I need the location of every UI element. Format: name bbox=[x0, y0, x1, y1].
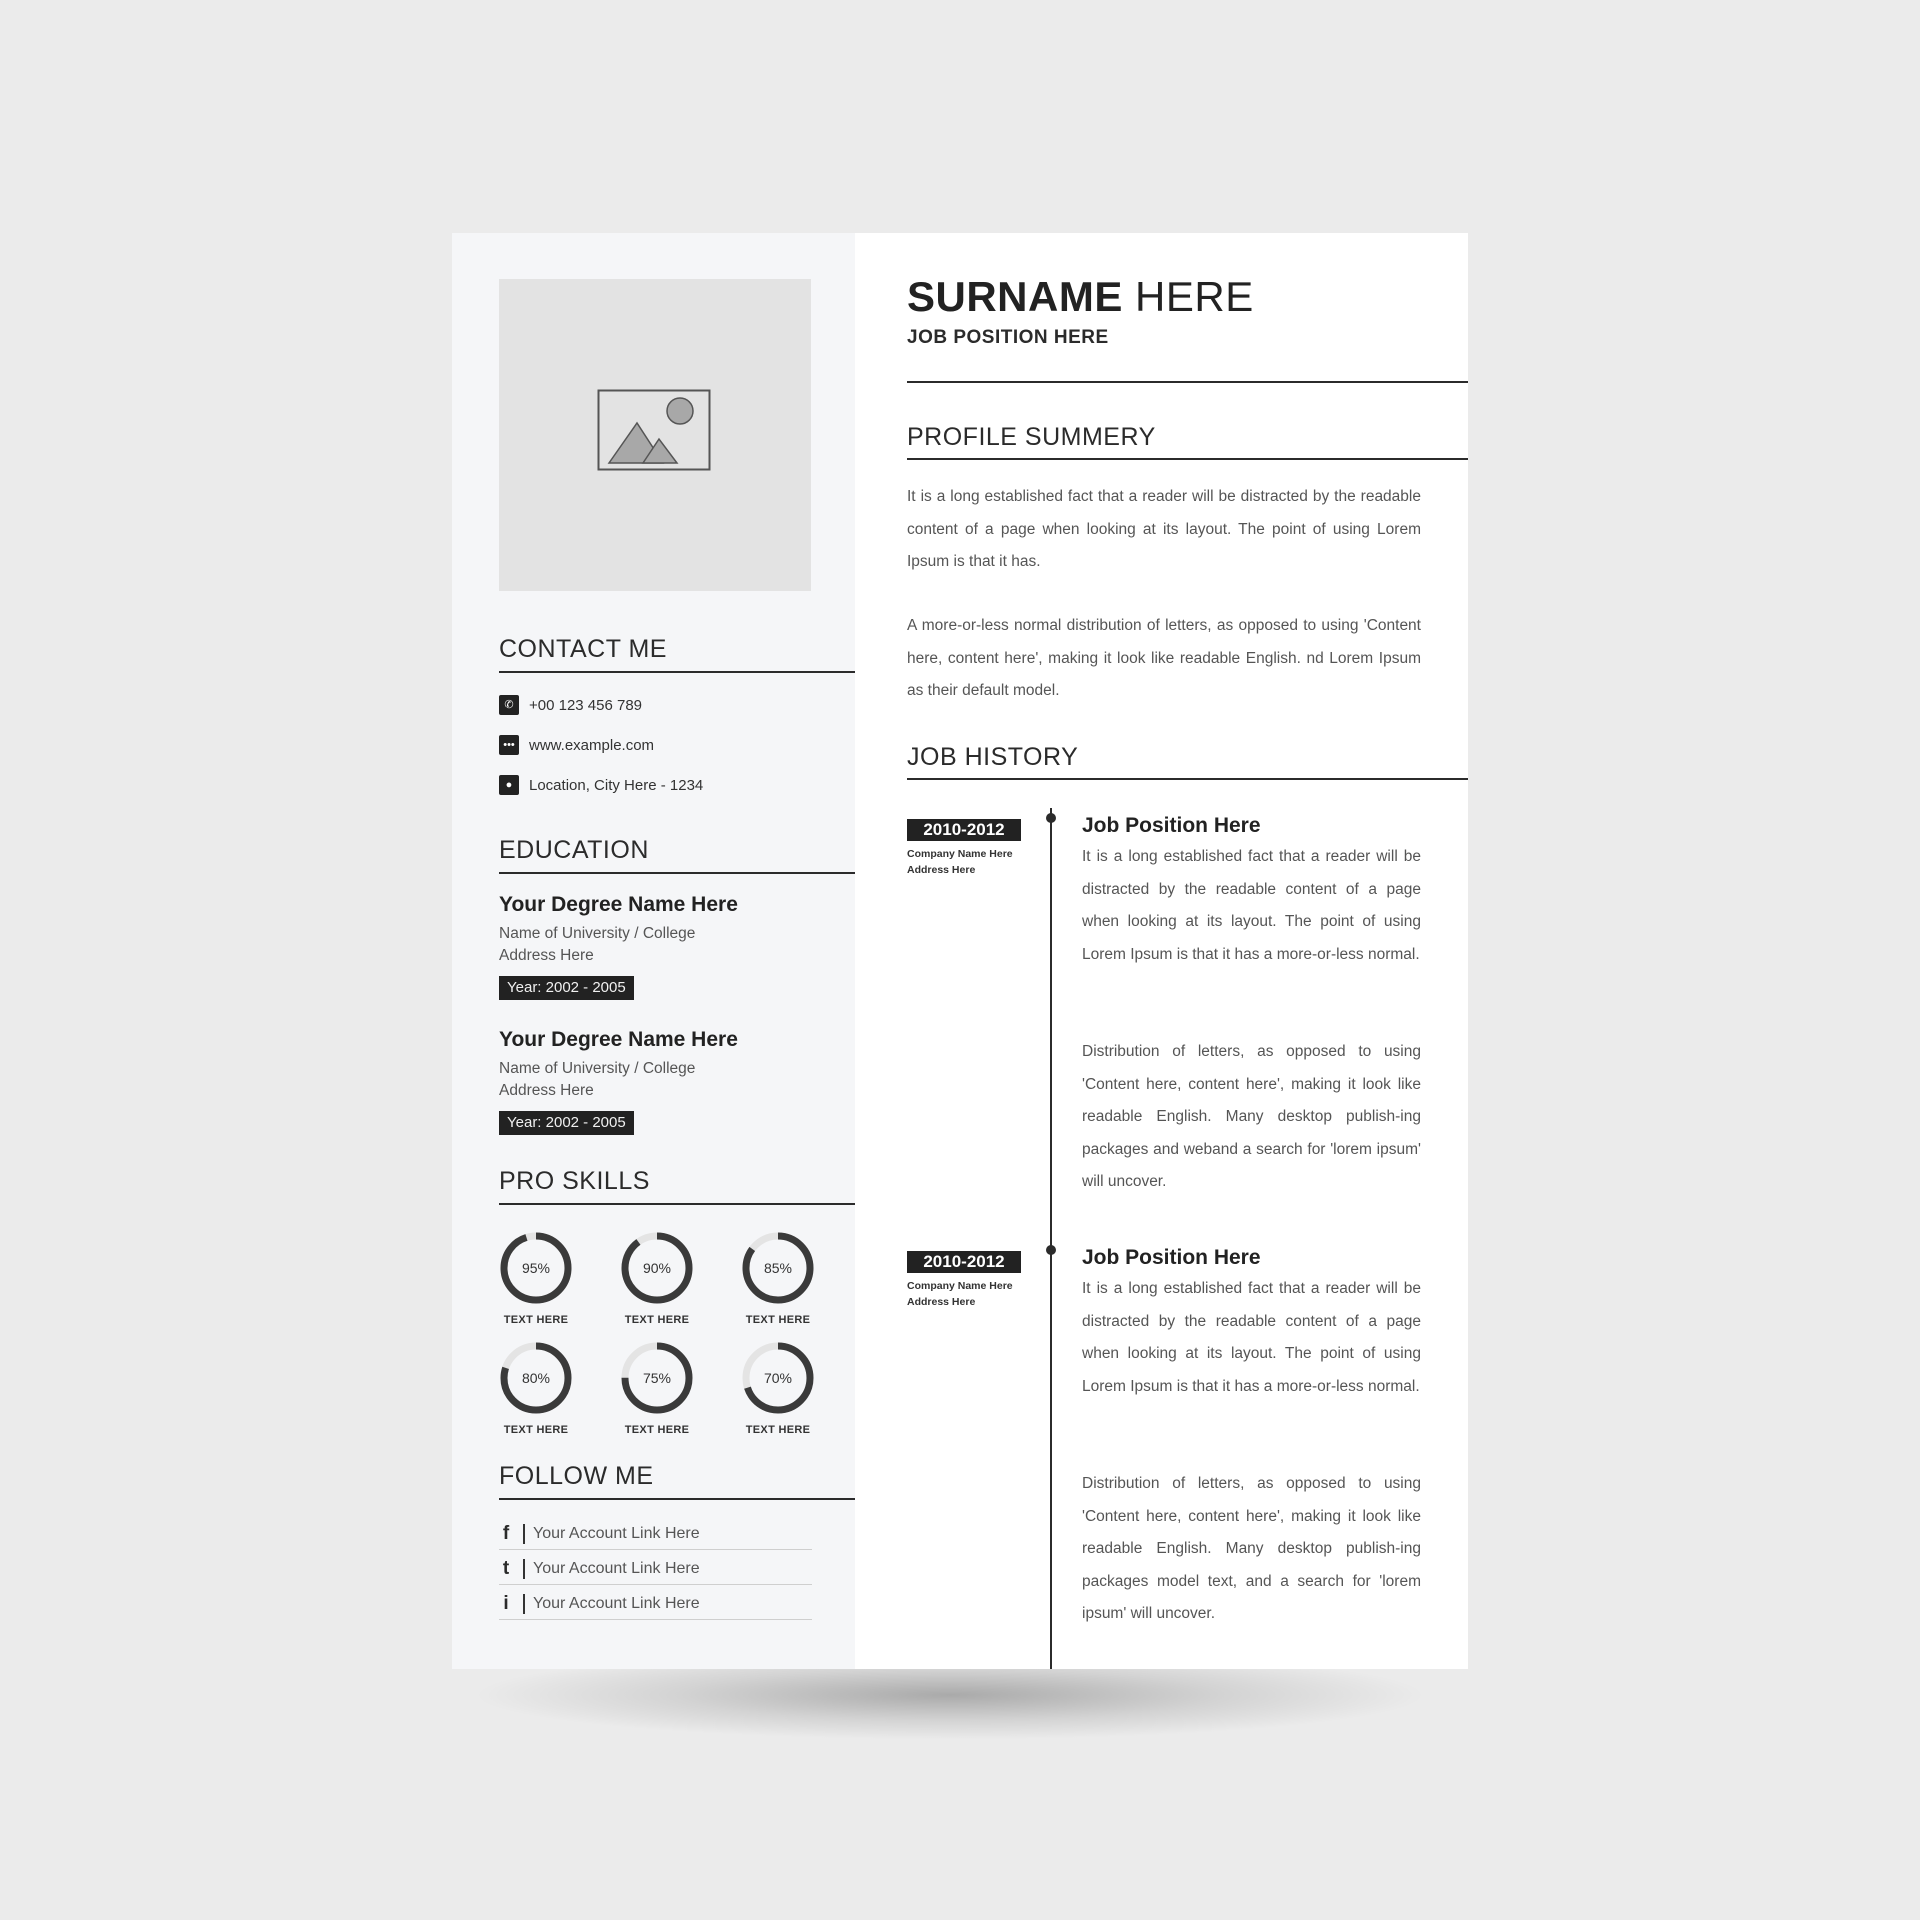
instagram-icon: i bbox=[503, 1593, 509, 1614]
job-history-title: JOB HISTORY bbox=[907, 743, 1079, 771]
degree-address: Address Here bbox=[499, 1082, 594, 1099]
degree-address: Address Here bbox=[499, 947, 594, 964]
timeline-line bbox=[1050, 808, 1052, 1669]
skills-title: PRO SKILLS bbox=[499, 1167, 650, 1195]
separator bbox=[523, 1594, 525, 1614]
follow-link-text: Your Account Link Here bbox=[533, 1525, 700, 1542]
job-position: JOB POSITION HERE bbox=[907, 327, 1109, 348]
job-address: Address Here bbox=[907, 1296, 976, 1308]
skill-label: TEXT HERE bbox=[745, 1314, 811, 1326]
degree-year-badge: Year: 2002 - 2005 bbox=[499, 1111, 634, 1135]
separator bbox=[523, 1524, 525, 1544]
education-title: EDUCATION bbox=[499, 836, 649, 864]
header-divider bbox=[907, 381, 1468, 383]
sidebar bbox=[452, 233, 855, 1669]
profile-title: PROFILE SUMMERY bbox=[907, 423, 1156, 451]
follow-divider-line bbox=[499, 1619, 812, 1620]
skill-percent: 95% bbox=[521, 1260, 551, 1276]
timeline-dot bbox=[1046, 813, 1056, 823]
follow-divider-line bbox=[499, 1584, 812, 1585]
skill-percent: 90% bbox=[642, 1260, 672, 1276]
job-paragraph: It is a long established fact that a reader will be distracted by the readable content of a page when looking at its layout. The point of using Lorem Ipsum is that it has a more-or-less normal. bbox=[1082, 848, 1421, 963]
resume-page bbox=[452, 233, 1468, 1669]
skill-label: TEXT HERE bbox=[624, 1314, 690, 1326]
degree-school: Name of University / College bbox=[499, 925, 696, 942]
contact-phone[interactable] bbox=[499, 695, 642, 715]
follow-link-instagram[interactable] bbox=[499, 1587, 812, 1621]
skill-ring bbox=[496, 1232, 576, 1326]
skill-label: TEXT HERE bbox=[624, 1424, 690, 1436]
profile-paragraph: A more-or-less normal distribution of letters, as opposed to using 'Content here, content here', making it look like readable English. nd Lorem Ipsum as their default model. bbox=[907, 617, 1421, 699]
skill-percent: 85% bbox=[763, 1260, 793, 1276]
skill-ring-chart bbox=[742, 1342, 814, 1414]
skill-ring bbox=[738, 1342, 818, 1436]
job-paragraph: Distribution of letters, as opposed to using 'Content here, content here', making it look like readable English. Many desktop publish-ing packages and weband a search for 'lorem ipsum' will uncover. bbox=[1082, 1043, 1421, 1190]
skill-label: TEXT HERE bbox=[745, 1424, 811, 1436]
timeline-dot bbox=[1046, 1245, 1056, 1255]
skill-ring bbox=[738, 1232, 818, 1326]
surname: SURNAME bbox=[907, 273, 1123, 320]
skill-percent: 80% bbox=[521, 1370, 551, 1386]
contact-divider bbox=[499, 671, 855, 673]
profile-divider bbox=[907, 458, 1468, 460]
follow-title: FOLLOW ME bbox=[499, 1462, 654, 1490]
twitter-icon: t bbox=[502, 1558, 510, 1579]
degree-year-badge: Year: 2002 - 2005 bbox=[499, 976, 634, 1000]
facebook-icon: f bbox=[502, 1523, 510, 1544]
degree-school: Name of University / College bbox=[499, 1060, 696, 1077]
job-date-badge: 2010-2012 bbox=[907, 819, 1021, 841]
degree-title: Your Degree Name Here bbox=[499, 893, 738, 916]
contact-phone-text: +00 123 456 789 bbox=[529, 696, 643, 714]
phone-icon: ✆ bbox=[499, 695, 519, 715]
skill-ring-chart bbox=[500, 1232, 572, 1304]
skill-percent: 70% bbox=[763, 1370, 793, 1386]
skill-ring-chart bbox=[621, 1232, 693, 1304]
follow-link-text: Your Account Link Here bbox=[533, 1595, 700, 1612]
job-date-badge: 2010-2012 bbox=[907, 1251, 1021, 1273]
job-company: Company Name Here bbox=[907, 1280, 1013, 1292]
skill-label: TEXT HERE bbox=[503, 1314, 569, 1326]
contact-location-text: Location, City Here - 1234 bbox=[529, 776, 704, 794]
job-title: Job Position Here bbox=[1082, 1246, 1261, 1269]
image-placeholder-icon bbox=[597, 389, 711, 471]
skill-ring bbox=[617, 1342, 697, 1436]
globe-icon: ••• bbox=[499, 735, 519, 755]
education-divider bbox=[499, 872, 855, 874]
location-icon: ● bbox=[499, 775, 519, 795]
follow-link-facebook[interactable] bbox=[499, 1517, 812, 1551]
job-company: Company Name Here bbox=[907, 848, 1013, 860]
degree-title: Your Degree Name Here bbox=[499, 1028, 738, 1051]
separator bbox=[523, 1559, 525, 1579]
job-paragraph: Distribution of letters, as opposed to using 'Content here, content here', making it look like readable English. Many desktop publish-ing packages model text, and a search for 'lorem ipsum' will uncover. bbox=[1082, 1475, 1421, 1622]
job-title: Job Position Here bbox=[1082, 814, 1261, 837]
contact-website[interactable] bbox=[499, 735, 654, 755]
profile-paragraph: It is a long established fact that a reader will be distracted by the readable content of a page when looking at its layout. The point of using Lorem Ipsum is that it has. bbox=[907, 488, 1421, 570]
skill-ring bbox=[496, 1342, 576, 1436]
skill-ring-chart bbox=[621, 1342, 693, 1414]
follow-divider-line bbox=[499, 1549, 812, 1550]
skill-percent: 75% bbox=[642, 1370, 672, 1386]
contact-location[interactable] bbox=[499, 775, 703, 795]
job-paragraph: It is a long established fact that a reader will be distracted by the readable content of a page when looking at its layout. The point of using Lorem Ipsum is that it has a more-or-less normal. bbox=[1082, 1280, 1421, 1395]
contact-title: CONTACT ME bbox=[499, 635, 667, 663]
skill-ring-chart bbox=[742, 1232, 814, 1304]
name-suffix: HERE bbox=[1135, 273, 1254, 320]
job-history-divider bbox=[907, 778, 1468, 780]
contact-website-text: www.example.com bbox=[529, 736, 655, 754]
follow-link-twitter[interactable] bbox=[499, 1552, 812, 1586]
full-name bbox=[907, 273, 1254, 321]
profile-photo-placeholder[interactable] bbox=[499, 279, 811, 591]
skill-label: TEXT HERE bbox=[503, 1424, 569, 1436]
skills-divider bbox=[499, 1203, 855, 1205]
skill-ring bbox=[617, 1232, 697, 1326]
follow-link-text: Your Account Link Here bbox=[533, 1560, 700, 1577]
follow-divider bbox=[499, 1498, 855, 1500]
skill-ring-chart bbox=[500, 1342, 572, 1414]
job-address: Address Here bbox=[907, 864, 976, 876]
